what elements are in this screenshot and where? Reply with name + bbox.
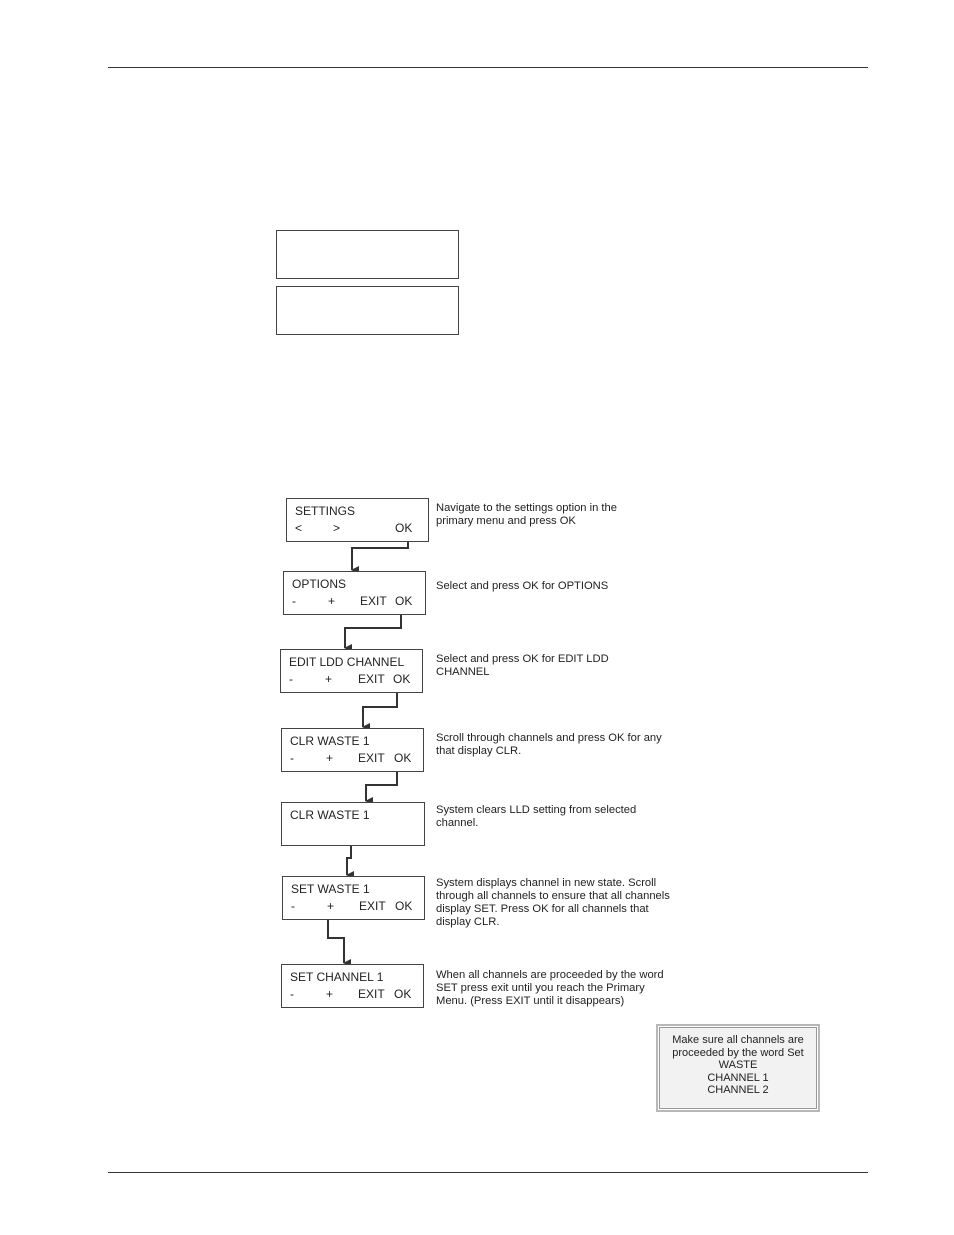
- lcd-edit-ldd-channel: [280, 649, 423, 693]
- arrow-edit-to-clr: [363, 692, 397, 727]
- key-ok: OK: [393, 672, 411, 686]
- lcd-title: CLR WASTE 1: [290, 734, 370, 748]
- lcd-set-waste: [282, 876, 425, 920]
- arrow-clr-to-clear: [366, 771, 397, 801]
- lcd-set-channel: [281, 964, 424, 1008]
- step-description-options: Select and press OK for OPTIONS: [436, 580, 609, 592]
- step-description-clears: System clears LLD setting from selected channel.: [436, 804, 637, 829]
- key-plus: +: [326, 751, 334, 765]
- key-minus: -: [290, 751, 294, 765]
- key-minus: -: [292, 594, 296, 608]
- lcd-clr-waste-scroll: [281, 728, 424, 772]
- key-left: <: [295, 521, 303, 535]
- key-ok: OK: [394, 987, 412, 1001]
- key-exit: EXIT: [358, 672, 385, 686]
- lcd-title: OPTIONS: [292, 577, 347, 591]
- lcd-title: SET CHANNEL 1: [290, 970, 384, 984]
- arrow-settings-to-options: [352, 538, 408, 570]
- key-ok: OK: [394, 751, 412, 765]
- lcd-options: [283, 571, 426, 615]
- lcd-clr-waste-cleared: [281, 802, 425, 846]
- step-description-clr-scroll: Scroll through channels and press OK for any that display CLR.: [436, 732, 662, 757]
- step-description-set-waste: System displays channel in new state. Scroll through all channels to ensure that all channels display SET. Press OK for all channels that display CLR.: [436, 877, 670, 928]
- key-exit: EXIT: [358, 987, 385, 1001]
- step-description-edit-ldd: Select and press OK for EDIT LDD CHANNEL: [436, 653, 609, 678]
- step-description-settings: Navigate to the settings option in the primary menu and press OK: [436, 502, 617, 527]
- key-exit: EXIT: [359, 899, 386, 913]
- lcd-title: SET WASTE 1: [291, 882, 370, 896]
- key-exit: EXIT: [360, 594, 387, 608]
- key-exit: EXIT: [358, 751, 385, 765]
- key-minus: -: [289, 672, 293, 686]
- key-plus: +: [326, 987, 334, 1001]
- key-plus: +: [325, 672, 333, 686]
- key-minus: -: [291, 899, 295, 913]
- note-line: proceeded by the word Set: [672, 1046, 804, 1059]
- key-ok: OK: [395, 594, 413, 608]
- lcd-title: CLR WASTE 1: [290, 808, 370, 822]
- note-line: WASTE: [718, 1059, 758, 1071]
- lcd-title: SETTINGS: [295, 504, 356, 518]
- note-box: [656, 1024, 820, 1112]
- lcd-settings: [286, 498, 429, 542]
- note-line: CHANNEL 2: [707, 1084, 769, 1096]
- arrow-clear-to-set: [347, 845, 351, 875]
- footer-rule: [108, 1172, 868, 1173]
- lcd-title: EDIT LDD CHANNEL: [289, 655, 405, 669]
- note-line: CHANNEL 1: [707, 1071, 769, 1084]
- key-right: >: [333, 521, 341, 535]
- key-plus: +: [328, 594, 336, 608]
- arrow-options-to-edit: [345, 614, 401, 648]
- key-minus: -: [290, 987, 294, 1001]
- step-description-set-channel: When all channels are proceeded by the word SET press exit until you reach the Primary Menu. (Press EXIT until it disappears): [436, 969, 664, 1007]
- key-plus: +: [327, 899, 335, 913]
- key-ok: OK: [395, 521, 413, 535]
- key-ok: OK: [395, 899, 413, 913]
- note-line: Make sure all channels are: [672, 1034, 804, 1046]
